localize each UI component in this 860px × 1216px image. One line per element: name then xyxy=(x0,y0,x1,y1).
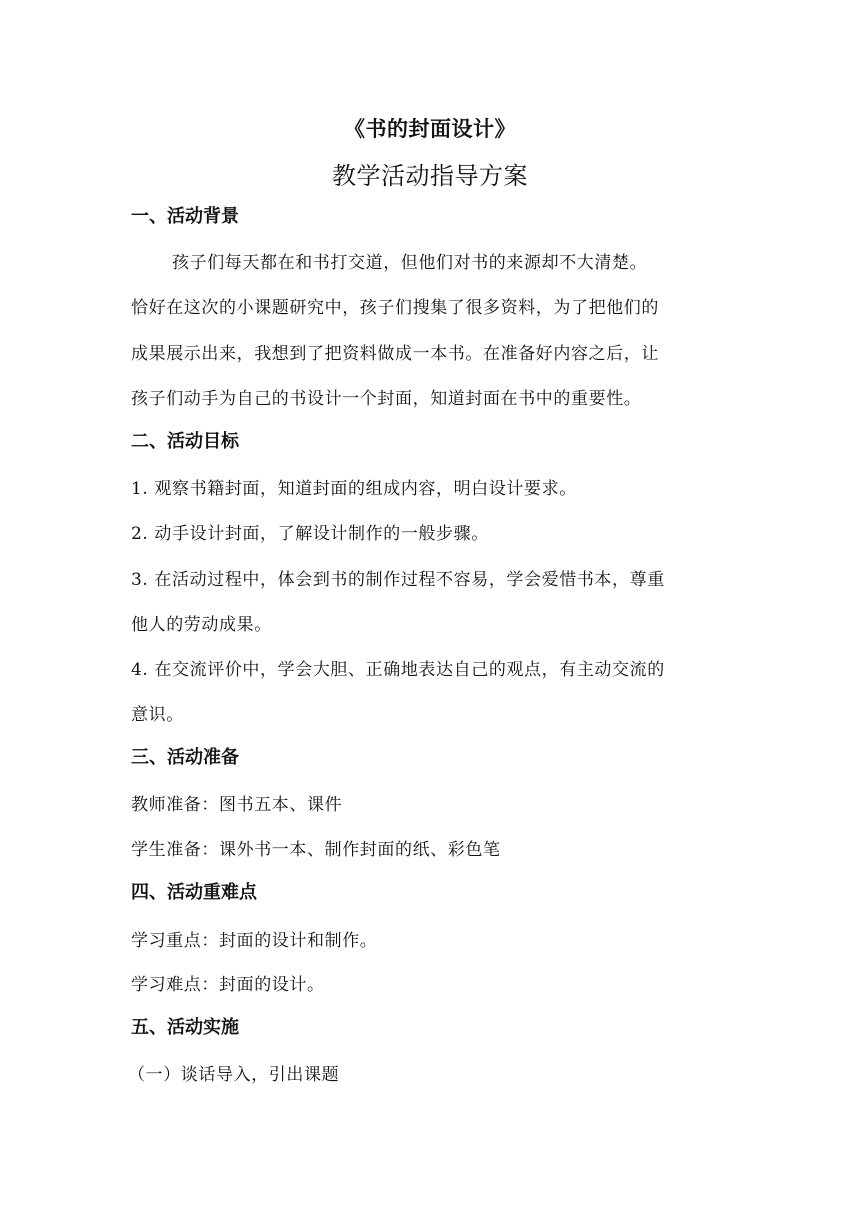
subsection-heading: （一）谈话导入，引出课题 xyxy=(128,1065,340,1085)
paragraph-line: 教师准备：图书五本、课件 xyxy=(131,795,343,815)
section-heading-preparation: 三、活动准备 xyxy=(131,747,239,768)
list-item: 4. 在交流评价中，学会大胆、正确地表达自己的观点，有主动交流的 xyxy=(131,660,665,680)
section-heading-implementation: 五、活动实施 xyxy=(131,1017,239,1038)
paragraph-line: 恰好在这次的小课题研究中，孩子们搜集了很多资料，为了把他们的 xyxy=(131,298,659,318)
list-item-continuation: 意识。 xyxy=(131,705,184,725)
paragraph-line: 孩子们动手为自己的书设计一个封面，知道封面在书中的重要性。 xyxy=(131,389,642,409)
section-heading-goals: 二、活动目标 xyxy=(131,431,239,452)
paragraph-line: 成果展示出来，我想到了把资料做成一本书。在准备好内容之后，让 xyxy=(131,344,659,364)
paragraph-line: 学生准备：课外书一本、制作封面的纸、彩色笔 xyxy=(131,840,501,860)
paragraph-line: 孩子们每天都在和书打交道，但他们对书的来源却不大清楚。 xyxy=(172,253,648,273)
section-heading-background: 一、活动背景 xyxy=(131,206,239,227)
paragraph-line: 学习难点：封面的设计。 xyxy=(131,975,325,995)
document-subtitle: 教学活动指导方案 xyxy=(332,162,528,190)
list-item: 1. 观察书籍封面，知道封面的组成内容，明白设计要求。 xyxy=(131,479,577,499)
list-item: 3. 在活动过程中，体会到书的制作过程不容易，学会爱惜书本，尊重 xyxy=(131,570,665,590)
document-title: 《书的封面设计》 xyxy=(344,117,516,141)
section-heading-focus: 四、活动重难点 xyxy=(131,882,257,903)
paragraph-line: 学习重点：封面的设计和制作。 xyxy=(131,931,378,951)
list-item: 2. 动手设计封面，了解设计制作的一般步骤。 xyxy=(131,524,489,544)
list-item-continuation: 他人的劳动成果。 xyxy=(131,615,272,635)
